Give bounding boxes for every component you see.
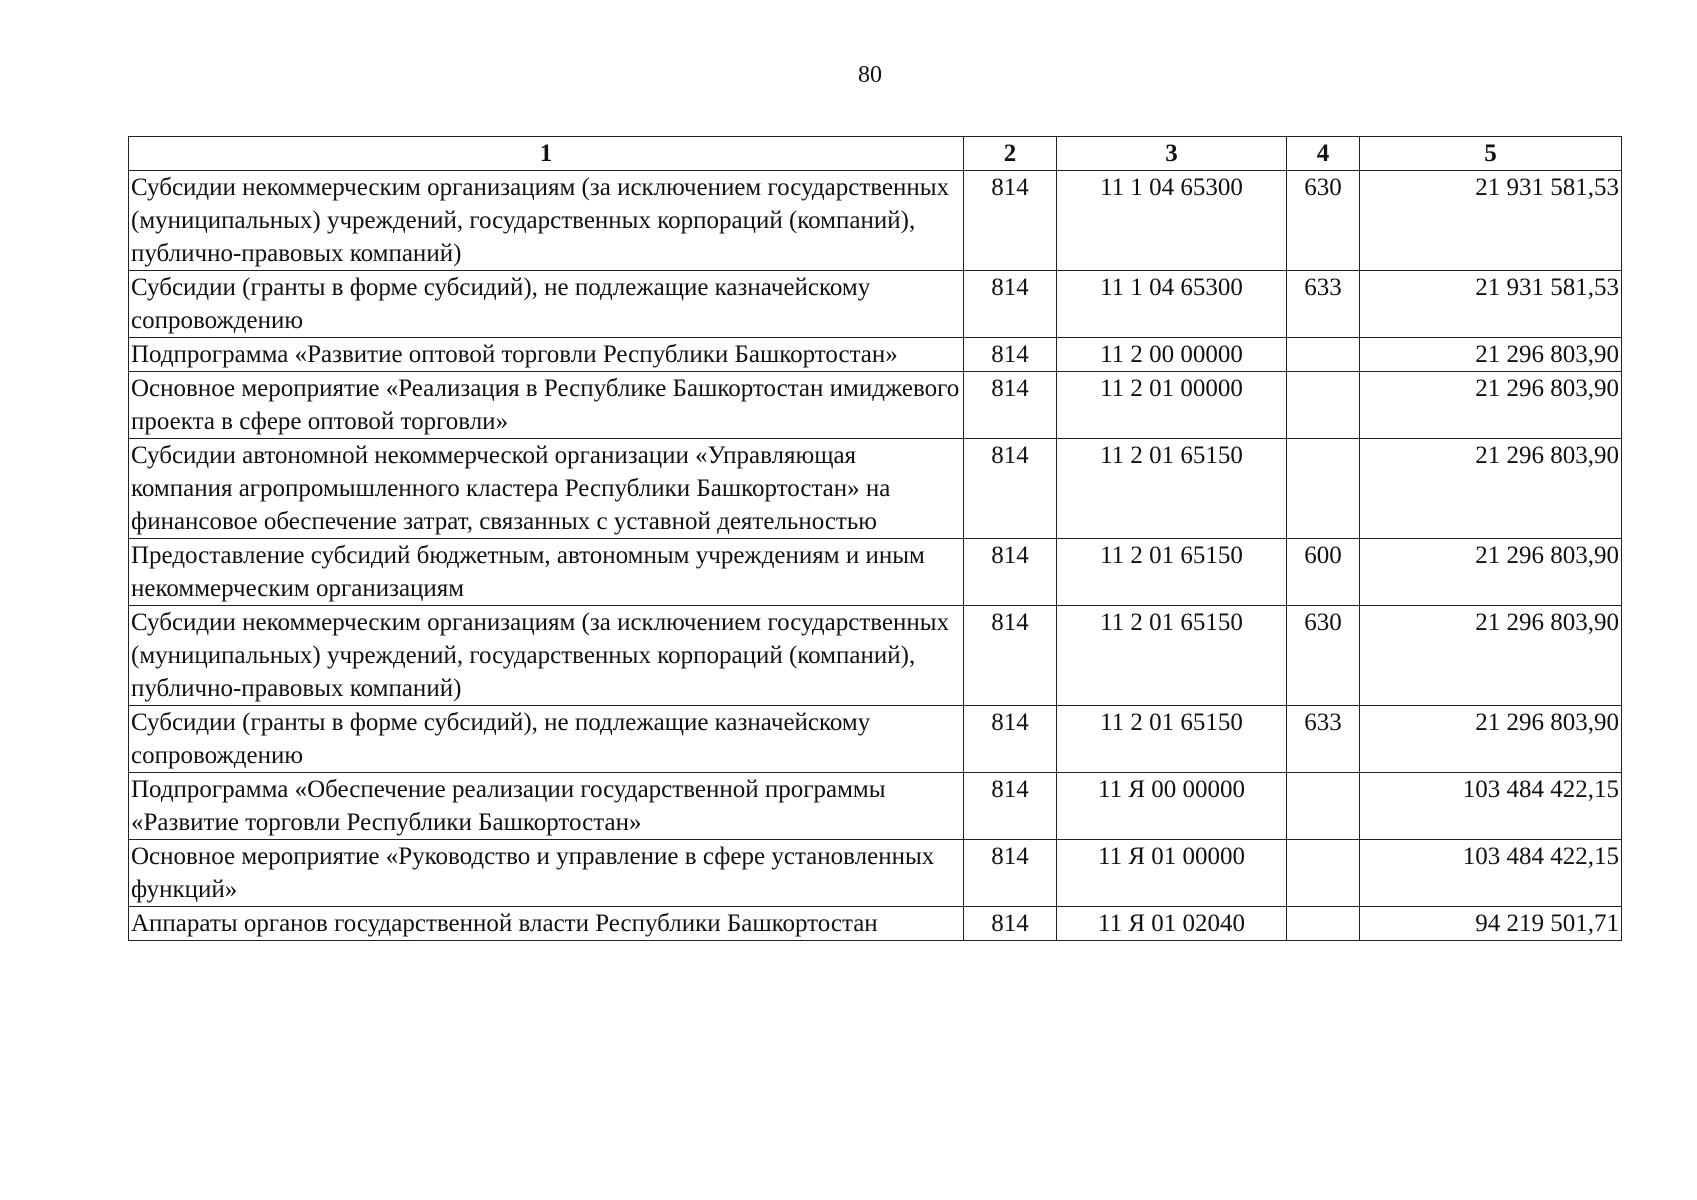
row-name: Предоставление субсидий бюджетным, автономным учреждениям и иным некоммерческим организациям (129, 539, 964, 606)
table-row (129, 439, 1622, 539)
row-name: Субсидии некоммерческим организациям (за исключением государственных (муниципальных) учреждений, государственных корпораций (компаний), публично-правовых компаний) (129, 171, 964, 271)
row-name: Субсидии (гранты в форме субсидий), не подлежащие казначейскому сопровождению (129, 271, 964, 338)
row-expense-type (1287, 372, 1360, 439)
row-target-code: 11 Я 00 00000 (1057, 773, 1287, 840)
row-expense-type (1287, 338, 1360, 372)
row-admin-code: 814 (964, 338, 1057, 372)
table-row (129, 840, 1622, 907)
row-admin-code: 814 (964, 171, 1057, 271)
row-expense-type (1287, 907, 1360, 941)
row-amount: 21 296 803,90 (1360, 606, 1622, 706)
row-admin-code: 814 (964, 840, 1057, 907)
row-amount: 103 484 422,15 (1360, 840, 1622, 907)
row-expense-type (1287, 840, 1360, 907)
row-admin-code: 814 (964, 439, 1057, 539)
row-amount: 21 296 803,90 (1360, 372, 1622, 439)
column-header-5: 5 (1360, 137, 1622, 171)
table-row (129, 372, 1622, 439)
row-target-code: 11 2 01 00000 (1057, 372, 1287, 439)
row-admin-code: 814 (964, 606, 1057, 706)
row-expense-type: 633 (1287, 271, 1360, 338)
column-header-3: 3 (1057, 137, 1287, 171)
row-name: Субсидии (гранты в форме субсидий), не подлежащие казначейскому сопровождению (129, 706, 964, 773)
row-target-code: 11 Я 01 00000 (1057, 840, 1287, 907)
table-row (129, 539, 1622, 606)
row-expense-type (1287, 773, 1360, 840)
table-row (129, 606, 1622, 706)
row-expense-type: 630 (1287, 171, 1360, 271)
row-target-code: 11 2 01 65150 (1057, 706, 1287, 773)
row-amount: 21 296 803,90 (1360, 439, 1622, 539)
column-header-4: 4 (1287, 137, 1360, 171)
row-admin-code: 814 (964, 372, 1057, 439)
row-target-code: 11 2 01 65150 (1057, 439, 1287, 539)
row-amount: 21 296 803,90 (1360, 338, 1622, 372)
row-expense-type: 633 (1287, 706, 1360, 773)
row-amount: 94 219 501,71 (1360, 907, 1622, 941)
page-number: 80 (858, 62, 882, 88)
row-name: Субсидии автономной некоммерческой организации «Управляющая компания агропромышленного кластера Республики Башкортостан» на финансовое обеспечение затрат, связанных с уставной деятельностью (129, 439, 964, 539)
row-name: Подпрограмма «Обеспечение реализации государственной программы «Развитие торговли Республики Башкортостан» (129, 773, 964, 840)
row-amount: 103 484 422,15 (1360, 773, 1622, 840)
table-header-row (129, 137, 1622, 171)
row-expense-type (1287, 439, 1360, 539)
budget-table (128, 136, 1622, 941)
row-target-code: 11 1 04 65300 (1057, 271, 1287, 338)
row-target-code: 11 2 01 65150 (1057, 606, 1287, 706)
row-name: Подпрограмма «Развитие оптовой торговли Республики Башкортостан» (129, 338, 964, 372)
table-row (129, 338, 1622, 372)
row-admin-code: 814 (964, 773, 1057, 840)
row-expense-type: 600 (1287, 539, 1360, 606)
table-row (129, 773, 1622, 840)
table-row (129, 706, 1622, 773)
row-admin-code: 814 (964, 706, 1057, 773)
row-amount: 21 296 803,90 (1360, 539, 1622, 606)
row-amount: 21 931 581,53 (1360, 271, 1622, 338)
row-amount: 21 296 803,90 (1360, 706, 1622, 773)
column-header-2: 2 (964, 137, 1057, 171)
row-name: Основное мероприятие «Реализация в Республике Башкортостан имиджевого проекта в сфере оптовой торговли» (129, 372, 964, 439)
table-row (129, 907, 1622, 941)
column-header-1: 1 (129, 137, 964, 171)
row-admin-code: 814 (964, 539, 1057, 606)
row-name: Субсидии некоммерческим организациям (за исключением государственных (муниципальных) учреждений, государственных корпораций (компаний), публично-правовых компаний) (129, 606, 964, 706)
row-admin-code: 814 (964, 271, 1057, 338)
row-target-code: 11 2 01 65150 (1057, 539, 1287, 606)
row-name: Основное мероприятие «Руководство и управление в сфере установленных функций» (129, 840, 964, 907)
table-row (129, 171, 1622, 271)
row-expense-type: 630 (1287, 606, 1360, 706)
row-target-code: 11 1 04 65300 (1057, 171, 1287, 271)
row-target-code: 11 2 00 00000 (1057, 338, 1287, 372)
row-name: Аппараты органов государственной власти Республики Башкортостан (129, 907, 964, 941)
row-admin-code: 814 (964, 907, 1057, 941)
row-amount: 21 931 581,53 (1360, 171, 1622, 271)
table-row (129, 271, 1622, 338)
row-target-code: 11 Я 01 02040 (1057, 907, 1287, 941)
